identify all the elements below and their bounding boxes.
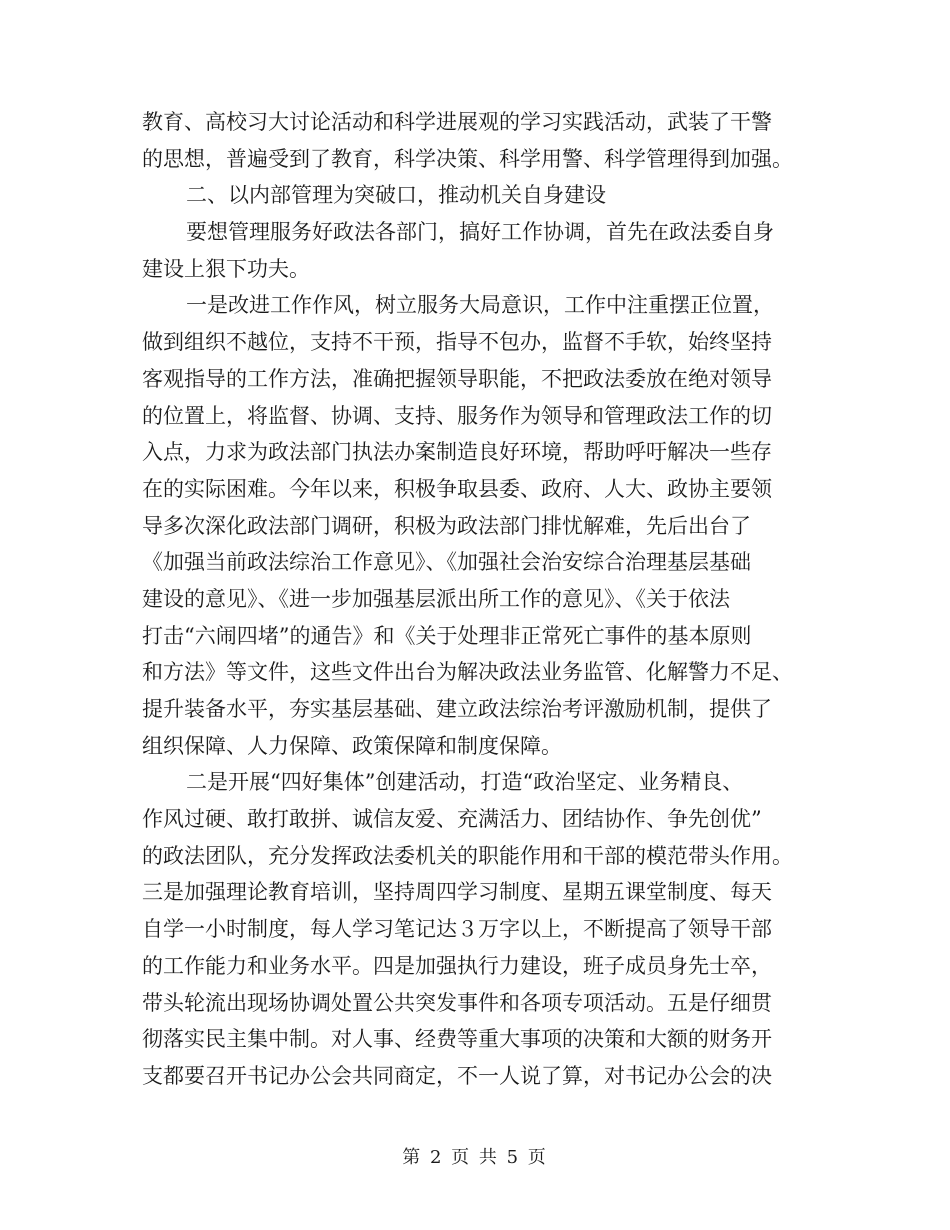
- text-line: 和方法》等文件，这些文件出台为解决政法业务监管、化解警力不足、: [142, 660, 793, 685]
- page-footer: 第 2 页 共 5 页: [402, 1147, 548, 1168]
- text-line: 导多次深化政法部门调研，积极为政法部门排忧解难，先后出台了: [142, 513, 751, 538]
- text-line: 二是开展“四好集体”创建活动，打造“政治坚定、业务精良、: [186, 770, 744, 795]
- text-line: 作风过硬、敢打敢拼、诚信友爱、充满活力、团结协作、争先创优”: [142, 807, 762, 832]
- text-line: 建设上狠下功夫。: [142, 256, 310, 281]
- text-line: 二、以内部管理为突破口，推动机关自身建设: [186, 183, 606, 208]
- body-text: [142, 104, 822, 1095]
- text-line: 彻落实民主集中制。对人事、经费等重大事项的决策和大额的财务开: [142, 1027, 772, 1052]
- text-line: 打击“六闹四堵”的通告》和《关于处理非正常死亡事件的基本原则: [142, 623, 752, 648]
- text-line: 客观指导的工作方法，准确把握领导职能，不把政法委放在绝对领导: [142, 366, 772, 391]
- text-line: 的思想，普遍受到了教育，科学决策、科学用警、科学管理得到加强。: [142, 146, 793, 171]
- text-line: 的位置上，将监督、协调、支持、服务作为领导和管理政法工作的切: [142, 403, 772, 428]
- text-line: 一是改进工作作风，树立服务大局意识，工作中注重摆正位置，: [186, 293, 774, 318]
- text-line: 的政法团队，充分发挥政法委机关的职能作用和干部的模范带头作用。: [142, 843, 793, 868]
- text-line: 自学一小时制度，每人学习笔记达３万字以上，不断提高了领导干部: [142, 917, 772, 942]
- text-line: 教育、高校习大讨论活动和科学进展观的学习实践活动，武装了干警: [142, 110, 772, 134]
- text-line: 要想管理服务好政法各部门，搞好工作协调，首先在政法委自身: [186, 220, 774, 245]
- text-line: 提升装备水平，夯实基层基础、建立政法综治考评激励机制，提供了: [142, 697, 772, 721]
- text-line: 支都要召开书记办公会共同商定，不一人说了算，对书记办公会的决: [142, 1063, 772, 1088]
- text-line: 的工作能力和业务水平。四是加强执行力建设，班子成员身先士卒，: [142, 953, 772, 978]
- text-line: 组织保障、人力保障、政策保障和制度保障。: [142, 733, 562, 758]
- text-line: 在的实际困难。今年以来，积极争取县委、政府、人大、政协主要领: [142, 476, 772, 501]
- text-line: 建设的意见》、《进一步加强基层派出所工作的意见》、《关于依法: [142, 586, 730, 611]
- text-line: 入点，力求为政法部门执法办案制造良好环境，帮助呼吁解决一些存: [142, 440, 772, 465]
- text-line: 《加强当前政法综治工作意见》、《加强社会治安综合治理基层基础: [142, 550, 751, 575]
- text-line: 三是加强理论教育培训，坚持周四学习制度、星期五课堂制度、每天: [142, 880, 772, 905]
- text-line: 做到组织不越位，支持不干预，指导不包办，监督不手软，始终坚持: [142, 330, 772, 355]
- text-line: 带头轮流出现场协调处置公共突发事件和各项专项活动。五是仔细贯: [142, 990, 772, 1015]
